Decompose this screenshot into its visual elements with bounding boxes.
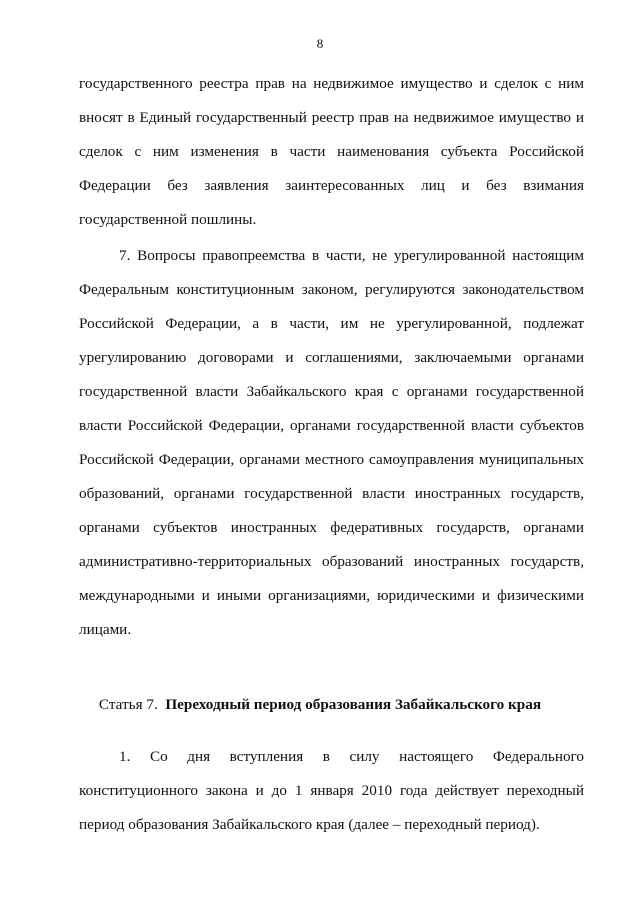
text-line: государственной власти Забайкальского края с органами государственной	[79, 383, 584, 400]
text-line: органами субъектов иностранных федеративных государств, органами	[79, 519, 584, 536]
article-heading	[0, 688, 640, 722]
text-line: период образования Забайкальского края (далее – переходный период).	[79, 816, 540, 833]
text-line: конституционного закона и до 1 января 2010 года действует переходный	[79, 782, 584, 799]
text-line: Российской Федерации, органами местного самоуправления муниципальных	[79, 451, 584, 468]
text-line: власти Российской Федерации, органами государственной власти субъектов	[79, 417, 584, 434]
page-number: 8	[316, 36, 324, 51]
paragraph-7	[79, 239, 584, 647]
text-line: государственного реестра прав на недвижимое имущество и сделок с ним	[79, 75, 584, 92]
text-line: сделок с ним изменения в части наименования субъекта Российской	[79, 143, 584, 160]
text-line: Федеральным конституционным законом, регулируются законодательством	[79, 281, 584, 298]
text-line: образований, органами государственной власти иностранных государств,	[79, 485, 584, 502]
text-line: вносят в Единый государственный реестр прав на недвижимое имущество и	[79, 109, 584, 126]
paragraph-6-continuation	[79, 67, 584, 237]
text-line: 7. Вопросы правопреемства в части, не урегулированной настоящим	[119, 247, 584, 264]
text-line: государственной пошлины.	[79, 211, 257, 228]
text-line: лицами.	[79, 621, 132, 638]
paragraph-1	[79, 740, 584, 842]
text-line: Российской Федерации, а в части, им не урегулированной, подлежат	[79, 315, 584, 332]
article-title: Переходный период образования Забайкальского края	[165, 696, 542, 713]
text-line: международными и иными организациями, юридическими и физическими	[79, 587, 584, 604]
text-line: урегулированию договорами и соглашениями, заключаемыми органами	[79, 349, 584, 366]
text-line: Федерации без заявления заинтересованных лиц и без взимания	[79, 177, 584, 194]
article-label: Статья 7.	[98, 696, 158, 713]
text-line: 1. Со дня вступления в силу настоящего Федерального	[119, 748, 584, 765]
text-line: административно-территориальных образований иностранных государств,	[79, 553, 584, 570]
